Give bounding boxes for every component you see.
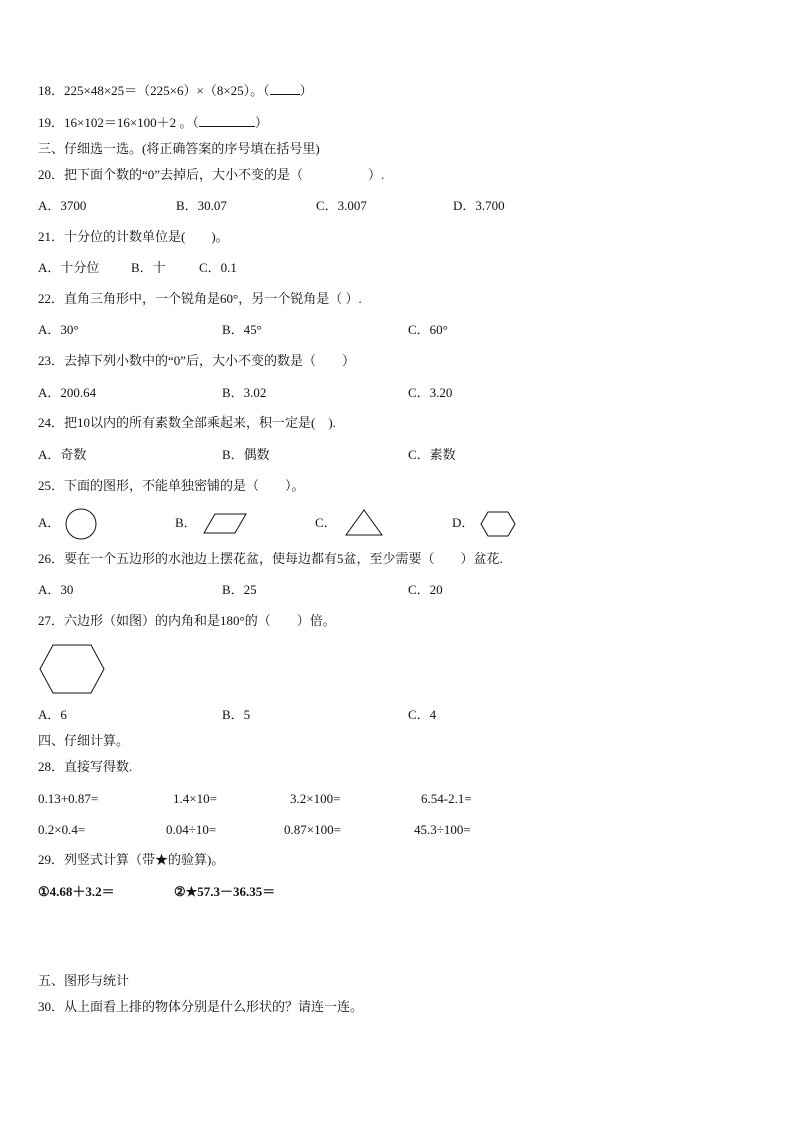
option-c[interactable]: C．0.1 [199,260,237,275]
calc-item: ②★57.3－36.35＝ [174,884,276,899]
option-c[interactable]: C．3.007 [316,198,367,213]
section-heading-3: 三、仔细选一选。(将正确答案的序号填在括号里) [38,141,320,156]
options-row [0,514,794,534]
option-d[interactable]: D． [452,515,475,530]
option-a[interactable]: A．30° [38,322,79,337]
option-c[interactable]: C．3.20 [408,385,453,400]
option-b[interactable]: B．45° [222,322,262,337]
answer-blank[interactable] [199,126,255,127]
option-c[interactable]: C．60° [408,322,448,337]
options-row [0,384,794,404]
question-27: 27．六边形（如图）的内角和是180°的（ ）倍。 [38,613,336,628]
calc-item: 45.3÷100= [414,822,471,837]
options-row [0,259,794,279]
calc-item: 0.87×100= [284,822,341,837]
option-c[interactable]: C． [315,515,337,530]
calc-item: 1.4×10= [173,791,217,806]
triangle-icon[interactable] [344,508,384,538]
option-c[interactable]: C．4 [408,707,437,722]
option-a[interactable]: A．6 [38,707,67,722]
option-b[interactable]: B．3.02 [222,385,267,400]
option-a[interactable]: A．十分位 [38,260,100,275]
question-23: 23．去掉下列小数中的“0”后，大小不变的数是（ ） [38,353,356,368]
options-row [0,581,794,601]
options-row [0,321,794,341]
question-20: 20．把下面个数的“0”去掉后，大小不变的是（ ）. [38,167,385,182]
option-b[interactable]: B．30.07 [176,198,227,213]
question-18: 18．225×48×25＝（225×6）×（8×25）。（ ） [38,83,313,98]
calc-item: 0.04÷10= [166,822,217,837]
calc-item: ①4.68＋3.2＝ [38,884,115,899]
calc-item: 0.2×0.4= [38,822,86,837]
hexagon-figure-icon [37,643,107,695]
calc-item: 0.13+0.87= [38,791,99,806]
calc-item: 3.2×100= [290,791,341,806]
question-22: 22．直角三角形中，一个锐角是60°，另一个锐角是（ ）. [38,291,362,306]
question-28: 28．直接写得数. [38,759,133,774]
question-24: 24．把10以内的所有素数全部乘起来，积一定是( ). [38,415,336,430]
options-row [0,706,794,726]
option-b[interactable]: B． [175,515,197,530]
option-a[interactable]: A．奇数 [38,447,87,462]
option-b[interactable]: B．25 [222,582,257,597]
circle-icon[interactable] [64,507,98,541]
option-a[interactable]: A．30 [38,582,74,597]
option-a[interactable]: A．3700 [38,198,87,213]
calc-row [0,790,794,810]
question-25: 25．下面的图形，不能单独密铺的是（ ）。 [38,478,305,493]
option-c[interactable]: C．素数 [408,447,456,462]
question-26: 26．要在一个五边形的水池边上摆花盆，使每边都有5盆，至少需要（ ）盆花. [38,551,503,566]
section-heading-5: 五、图形与统计 [38,973,130,988]
option-b[interactable]: B．偶数 [222,447,270,462]
option-c[interactable]: C．20 [408,582,443,597]
answer-blank[interactable] [270,94,300,95]
option-a[interactable]: A． [38,515,61,530]
question-29: 29．列竖式计算（带★的验算)。 [38,852,225,867]
question-21: 21．十分位的计数单位是( )。 [38,229,229,244]
calc-item: 6.54-2.1= [421,791,472,806]
options-row [0,197,794,217]
calc-row [0,821,794,841]
option-b[interactable]: B．5 [222,707,251,722]
hexagon-icon[interactable] [479,510,517,538]
question-30: 30．从上面看上排的物体分别是什么形状的？请连一连。 [38,999,364,1014]
parallelogram-icon[interactable] [202,512,248,536]
option-b[interactable]: B．十 [131,260,166,275]
option-d[interactable]: D．3.700 [453,198,505,213]
section-heading-4: 四、仔细计算。 [38,733,130,748]
option-a[interactable]: A．200.64 [38,385,97,400]
calc-row [0,883,794,903]
question-19: 19．16×102＝16×100＋2 。（ ） [38,115,268,130]
options-row [0,446,794,466]
